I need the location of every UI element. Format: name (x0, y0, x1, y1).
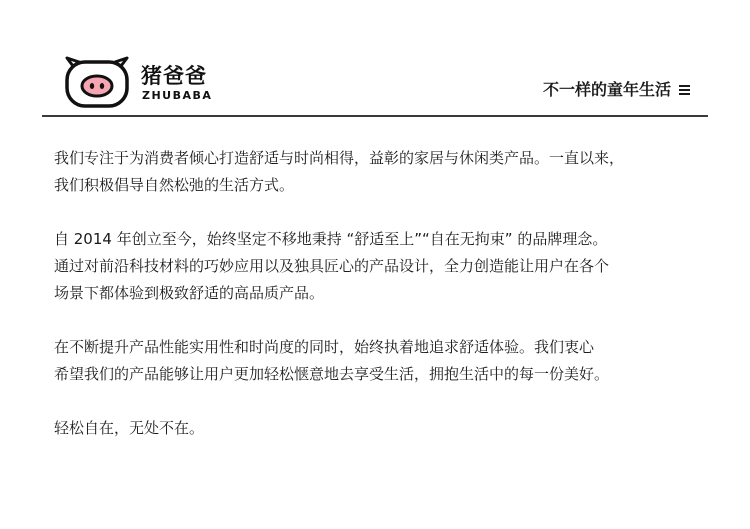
paragraph-line: 通过对前沿科技材料的巧妙应用以及独具匠心的产品设计，全力创造能让用户在各个 (54, 257, 610, 275)
hamburger-menu-icon[interactable] (679, 85, 690, 95)
paragraph-line: 希望我们的产品能够让用户更加轻松惬意地去享受生活，拥抱生活中的每一份美好。 (54, 365, 610, 383)
pig-face-icon (62, 56, 132, 108)
paragraph-line: 在不断提升产品性能实用性和时尚度的同时，始终执着地追求舒适体验。我们衷心 (54, 338, 595, 356)
paragraph-slogan (54, 415, 704, 442)
brand-logo[interactable] (62, 56, 222, 108)
paragraph-commitment (54, 334, 704, 388)
paragraph-line: 自 2014 年创立至今，始终坚定不移地秉持 “舒适至上”“自在无拘束” 的品牌理念。 (54, 230, 608, 248)
header-menu[interactable] (543, 77, 690, 100)
paragraph-line: 场景下都体验到极致舒适的高品质产品。 (54, 284, 325, 302)
brand-name: 猪爸爸 (141, 64, 207, 88)
paragraph-line: 我们积极倡导自然松弛的生活方式。 (54, 176, 295, 194)
paragraph-line: 轻松自在，无处不在。 (54, 419, 205, 437)
tagline-text: 不一样的童年生活 (542, 80, 671, 99)
paragraph-line: 我们专注于为消费者倾心打造舒适与时尚相得，益彰的家居与休闲类产品。一直以来， (54, 149, 625, 167)
brand-subtitle: ZHUBABA (142, 89, 213, 102)
site-header (42, 48, 708, 114)
paragraph-history (54, 226, 704, 307)
paragraph-mission (54, 145, 704, 199)
about-content (54, 145, 704, 469)
header-divider (42, 115, 708, 117)
